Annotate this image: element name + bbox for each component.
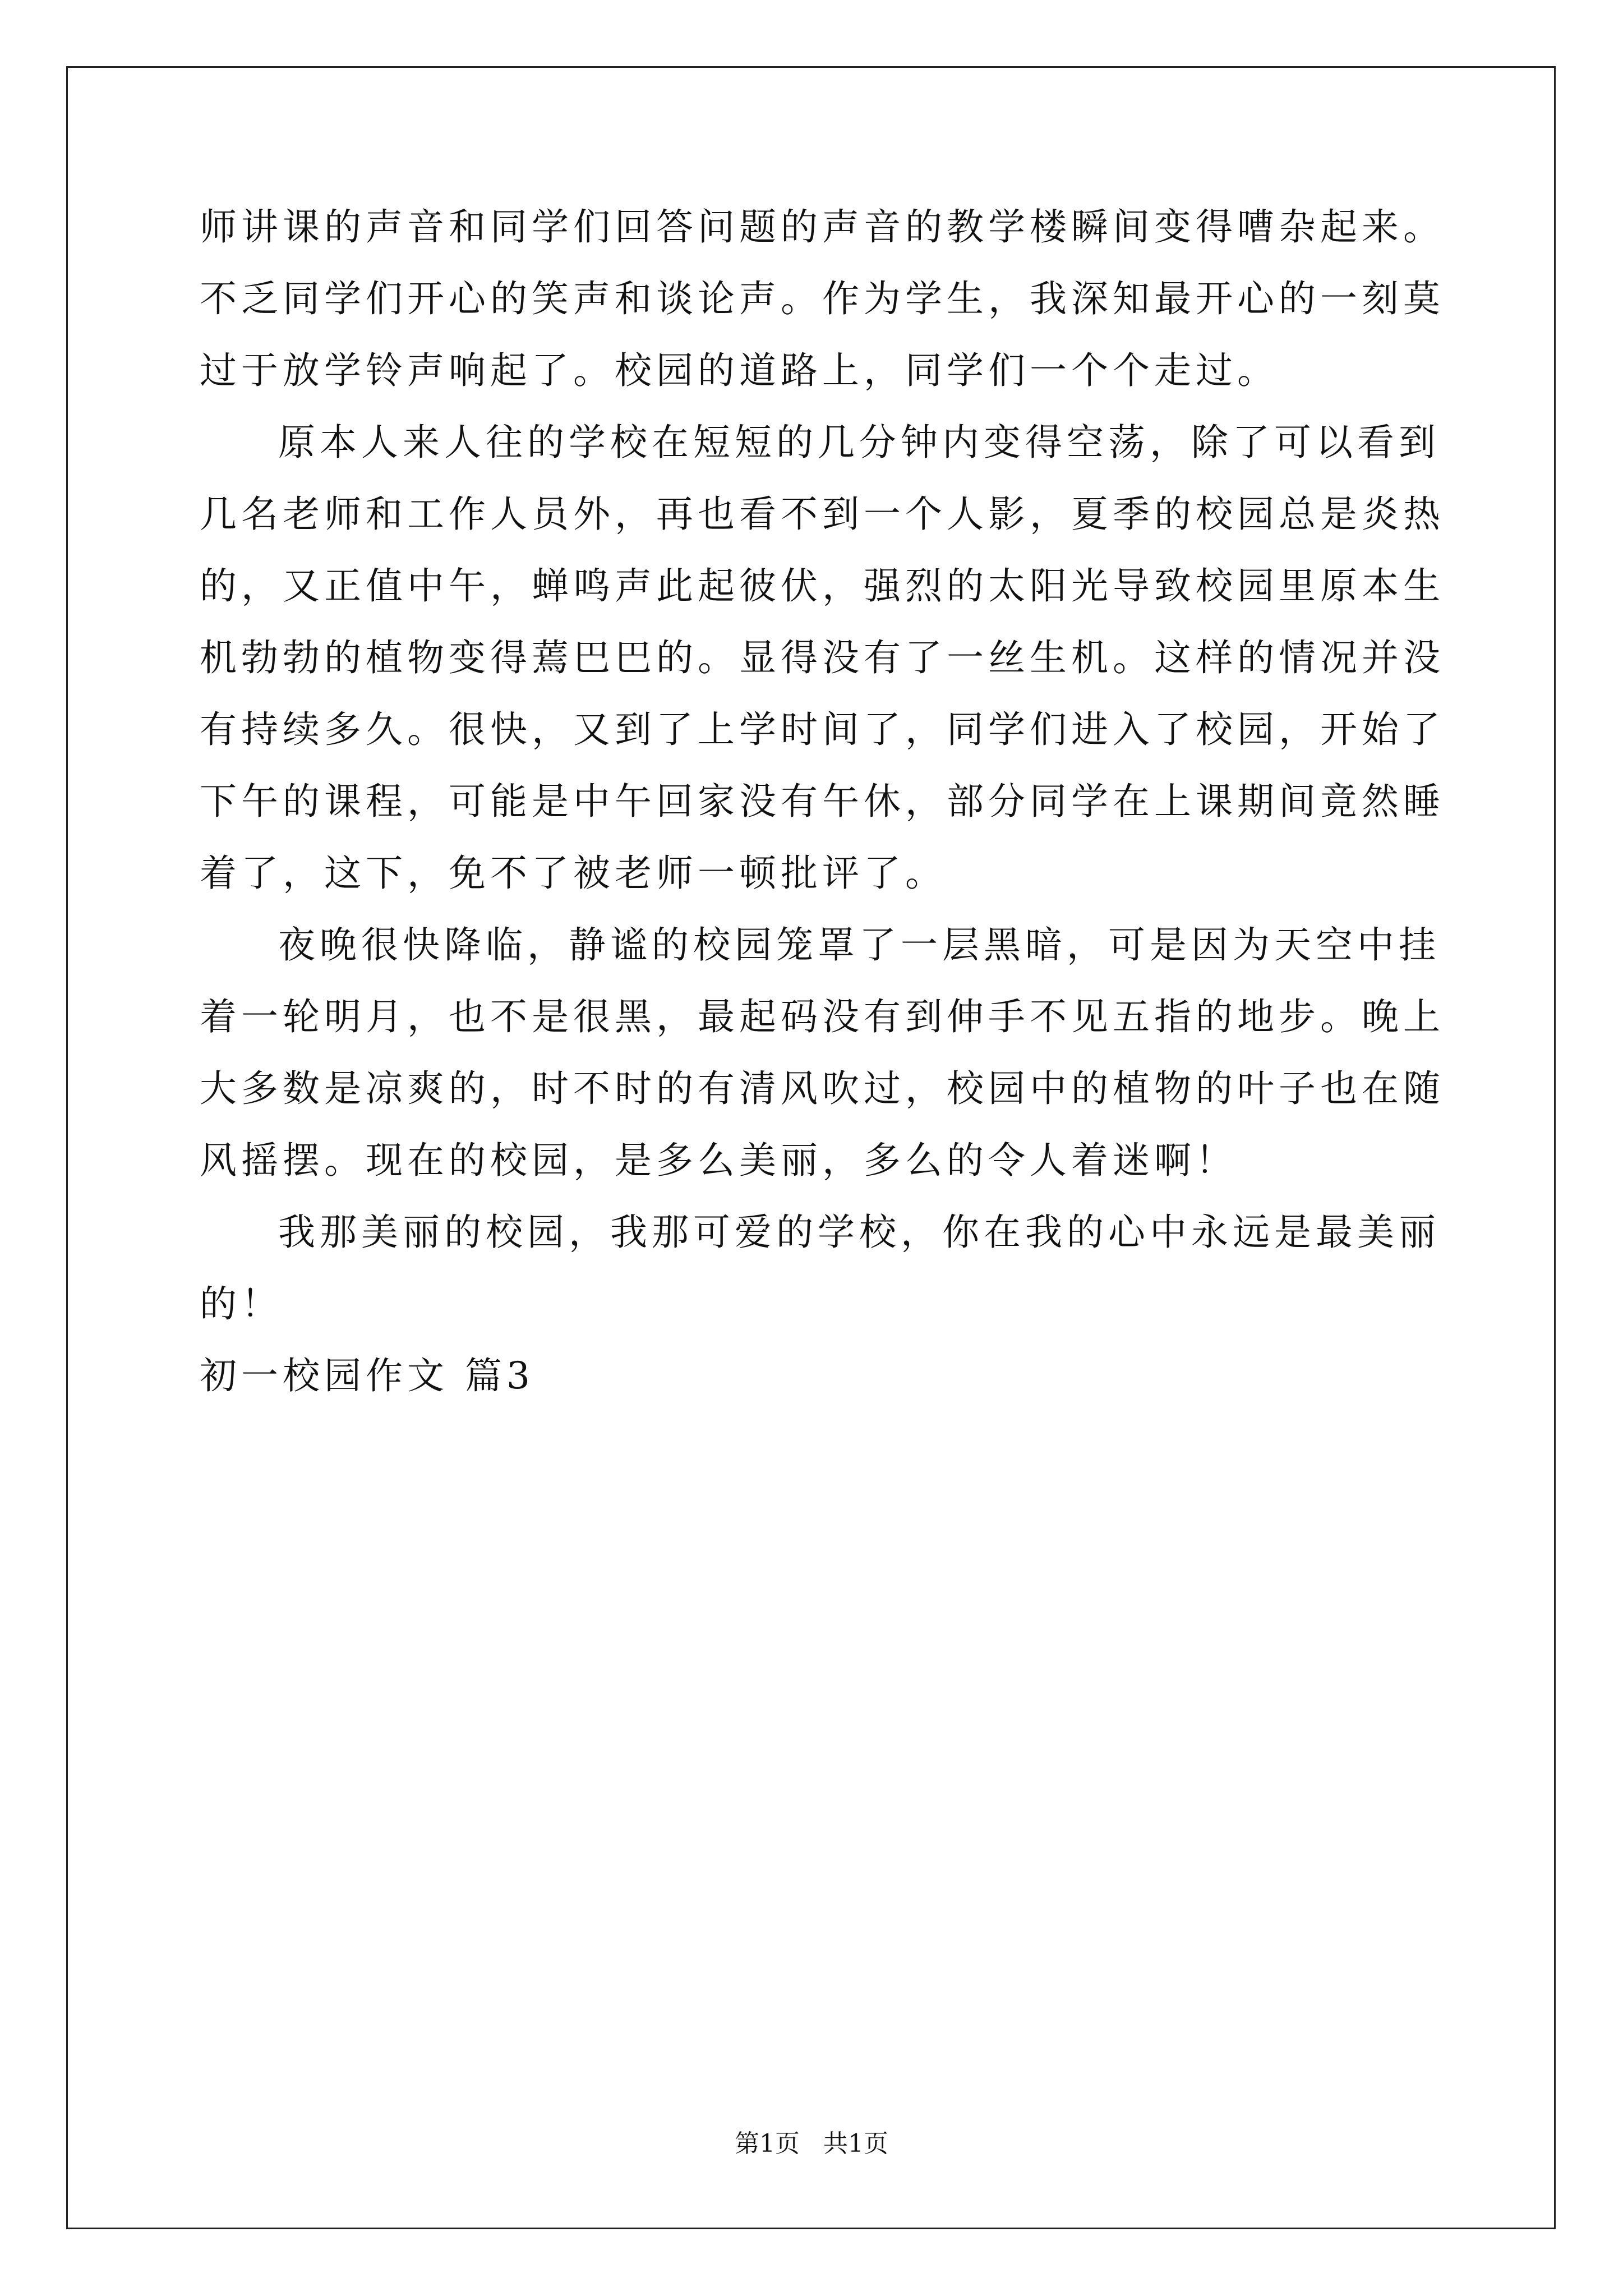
text-line: 不乏同学们开心的笑声和谈论声。作为学生，我深知最开心的一刻莫 [200, 277, 1445, 320]
text-line: 机勃勃的植物变得蔫巴巴的。显得没有了一丝生机。这样的情况并没 [200, 636, 1445, 679]
text-line: 几名老师和工作人员外，再也看不到一个人影，夏季的校园总是炎热 [200, 493, 1445, 536]
section-heading: 初一校园作文 篇3 [200, 1354, 534, 1397]
text-line: 大多数是凉爽的，时不时的有清风吹过，校园中的植物的叶子也在随 [200, 1067, 1445, 1110]
text-line: 的！ [200, 1282, 283, 1326]
page-footer: 第1页 共1页 [735, 2129, 888, 2158]
text-line: 着了，这下，免不了被老师一顿批评了。 [200, 852, 947, 895]
text-line: 过于放学铃声响起了。校园的道路上，同学们一个个走过。 [200, 349, 1279, 392]
text-line: 师讲课的声音和同学们回答问题的声音的教学楼瞬间变得嘈杂起来。 [200, 205, 1445, 249]
paragraph-start-line: 我那美丽的校园，我那可爱的学校，你在我的心中永远是最美丽 [278, 1211, 1440, 1254]
text-line: 有持续多久。很快，又到了上学时间了，同学们进入了校园，开始了 [200, 708, 1445, 751]
text-line: 下午的课程，可能是中午回家没有午休，部分同学在上课期间竟然睡 [200, 780, 1445, 823]
paragraph-start-line: 原本人来人往的学校在短短的几分钟内变得空荡，除了可以看到 [278, 421, 1440, 464]
text-line: 的，又正值中午，蝉鸣声此起彼伏，强烈的太阳光导致校园里原本生 [200, 564, 1445, 608]
text-line: 风摇摆。现在的校园，是多么美丽，多么的令人着迷啊！ [200, 1139, 1237, 1182]
text-line: 着一轮明月，也不是很黑，最起码没有到伸手不见五指的地步。晚上 [200, 995, 1445, 1038]
paragraph-start-line: 夜晚很快降临，静谧的校园笼罩了一层黑暗，可是因为天空中挂 [278, 923, 1440, 967]
